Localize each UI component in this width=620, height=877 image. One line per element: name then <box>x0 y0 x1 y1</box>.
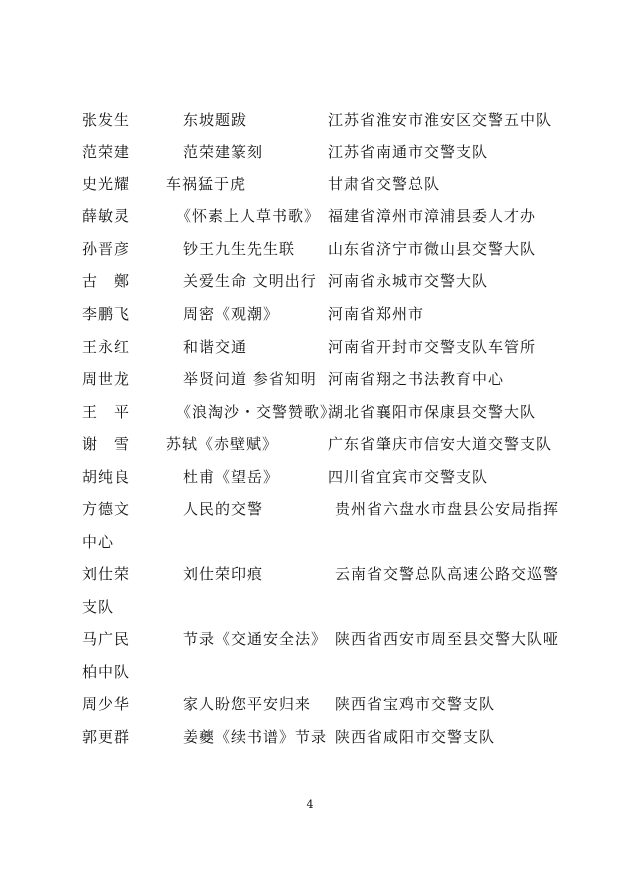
author-unit-continued: 柏中队 <box>82 663 131 681</box>
author-name: 薛敏灵 <box>82 207 131 225</box>
work-title: 东坡题跋 <box>183 111 248 129</box>
list-item <box>0 104 620 136</box>
author-unit: 福建省漳州市漳浦县委人才办 <box>328 207 537 225</box>
author-unit-continued: 支队 <box>82 598 115 616</box>
work-title: 苏轼《赤壁赋》 <box>166 435 279 453</box>
author-name: 谢 雪 <box>82 435 131 453</box>
author-name: 王永红 <box>82 338 131 356</box>
list-item-continuation <box>0 656 620 688</box>
list-item <box>0 200 620 232</box>
author-name: 郭更群 <box>82 728 131 746</box>
list-item <box>0 396 620 428</box>
author-unit: 江苏省南通市交警支队 <box>328 143 489 161</box>
list-item <box>0 136 620 168</box>
author-unit: 陕西省咸阳市交警支队 <box>335 728 496 746</box>
work-title: 举贤问道 参省知明 <box>183 370 317 388</box>
author-unit: 河南省翔之书法教育中心 <box>328 370 505 388</box>
author-name: 马广民 <box>82 630 131 648</box>
list-item <box>0 168 620 200</box>
author-name: 古 鄭 <box>82 272 131 290</box>
work-title: 周密《观潮》 <box>183 305 280 323</box>
author-name: 李鹏飞 <box>82 305 131 323</box>
work-title: 钞王九生先生联 <box>183 240 296 258</box>
author-name: 史光耀 <box>82 175 131 193</box>
work-title: 范荣建篆刻 <box>183 143 264 161</box>
author-unit: 甘肃省交警总队 <box>328 175 441 193</box>
page-number: 4 <box>306 798 314 811</box>
list-item <box>0 721 620 753</box>
list-item <box>0 493 620 525</box>
author-name: 周世龙 <box>82 370 131 388</box>
author-unit: 河南省郑州市 <box>328 305 425 323</box>
work-title: 节录《交通安全法》 <box>183 630 328 648</box>
author-name: 王 平 <box>82 403 131 421</box>
work-title: 车祸猛于虎 <box>166 175 247 193</box>
work-title: 家人盼您平安归来 <box>183 695 312 713</box>
author-unit: 广东省肇庆市信安大道交警支队 <box>328 435 553 453</box>
list-item <box>0 331 620 363</box>
author-unit: 陕西省西安市周至县交警大队哑 <box>335 630 560 648</box>
list-item <box>0 461 620 493</box>
author-name: 张发生 <box>82 111 131 129</box>
list-item <box>0 688 620 720</box>
author-name: 方德文 <box>82 500 131 518</box>
work-title: 人民的交警 <box>183 500 264 518</box>
author-unit: 山东省济宁市微山县交警大队 <box>328 240 537 258</box>
list-item <box>0 265 620 297</box>
list-item-continuation <box>0 591 620 623</box>
work-title: 和谐交通 <box>183 338 248 356</box>
work-title: 杜甫《望岳》 <box>183 468 280 486</box>
author-unit: 四川省宜宾市交警支队 <box>328 468 489 486</box>
list-item <box>0 363 620 395</box>
list-item <box>0 233 620 265</box>
author-unit: 湖北省襄阳市保康县交警大队 <box>328 403 537 421</box>
list-item <box>0 623 620 655</box>
author-name: 范荣建 <box>82 143 131 161</box>
list-item <box>0 558 620 590</box>
author-unit: 云南省交警总队高速公路交巡警 <box>335 565 560 583</box>
author-unit: 河南省开封市交警支队车管所 <box>328 338 537 356</box>
work-title: 《怀素上人草书歌》 <box>176 207 321 225</box>
work-title: 姜夔《续书谱》节录 <box>183 728 328 746</box>
author-unit: 陕西省宝鸡市交警支队 <box>335 695 496 713</box>
list-item <box>0 298 620 330</box>
work-title: 《浪淘沙・交警赞歌》 <box>176 403 337 421</box>
list-item <box>0 428 620 460</box>
author-unit: 河南省永城市交警大队 <box>328 272 489 290</box>
work-title: 关爱生命 文明出行 <box>183 272 317 290</box>
author-name: 胡纯良 <box>82 468 131 486</box>
work-title: 刘仕荣印痕 <box>183 565 264 583</box>
list-item-continuation <box>0 526 620 558</box>
author-unit: 贵州省六盘水市盘县公安局指挥 <box>335 500 560 518</box>
author-name: 周少华 <box>82 695 131 713</box>
author-name: 刘仕荣 <box>82 565 131 583</box>
author-name: 孙晋彦 <box>82 240 131 258</box>
author-unit-continued: 中心 <box>82 533 115 551</box>
author-unit: 江苏省淮安市淮安区交警五中队 <box>328 111 553 129</box>
